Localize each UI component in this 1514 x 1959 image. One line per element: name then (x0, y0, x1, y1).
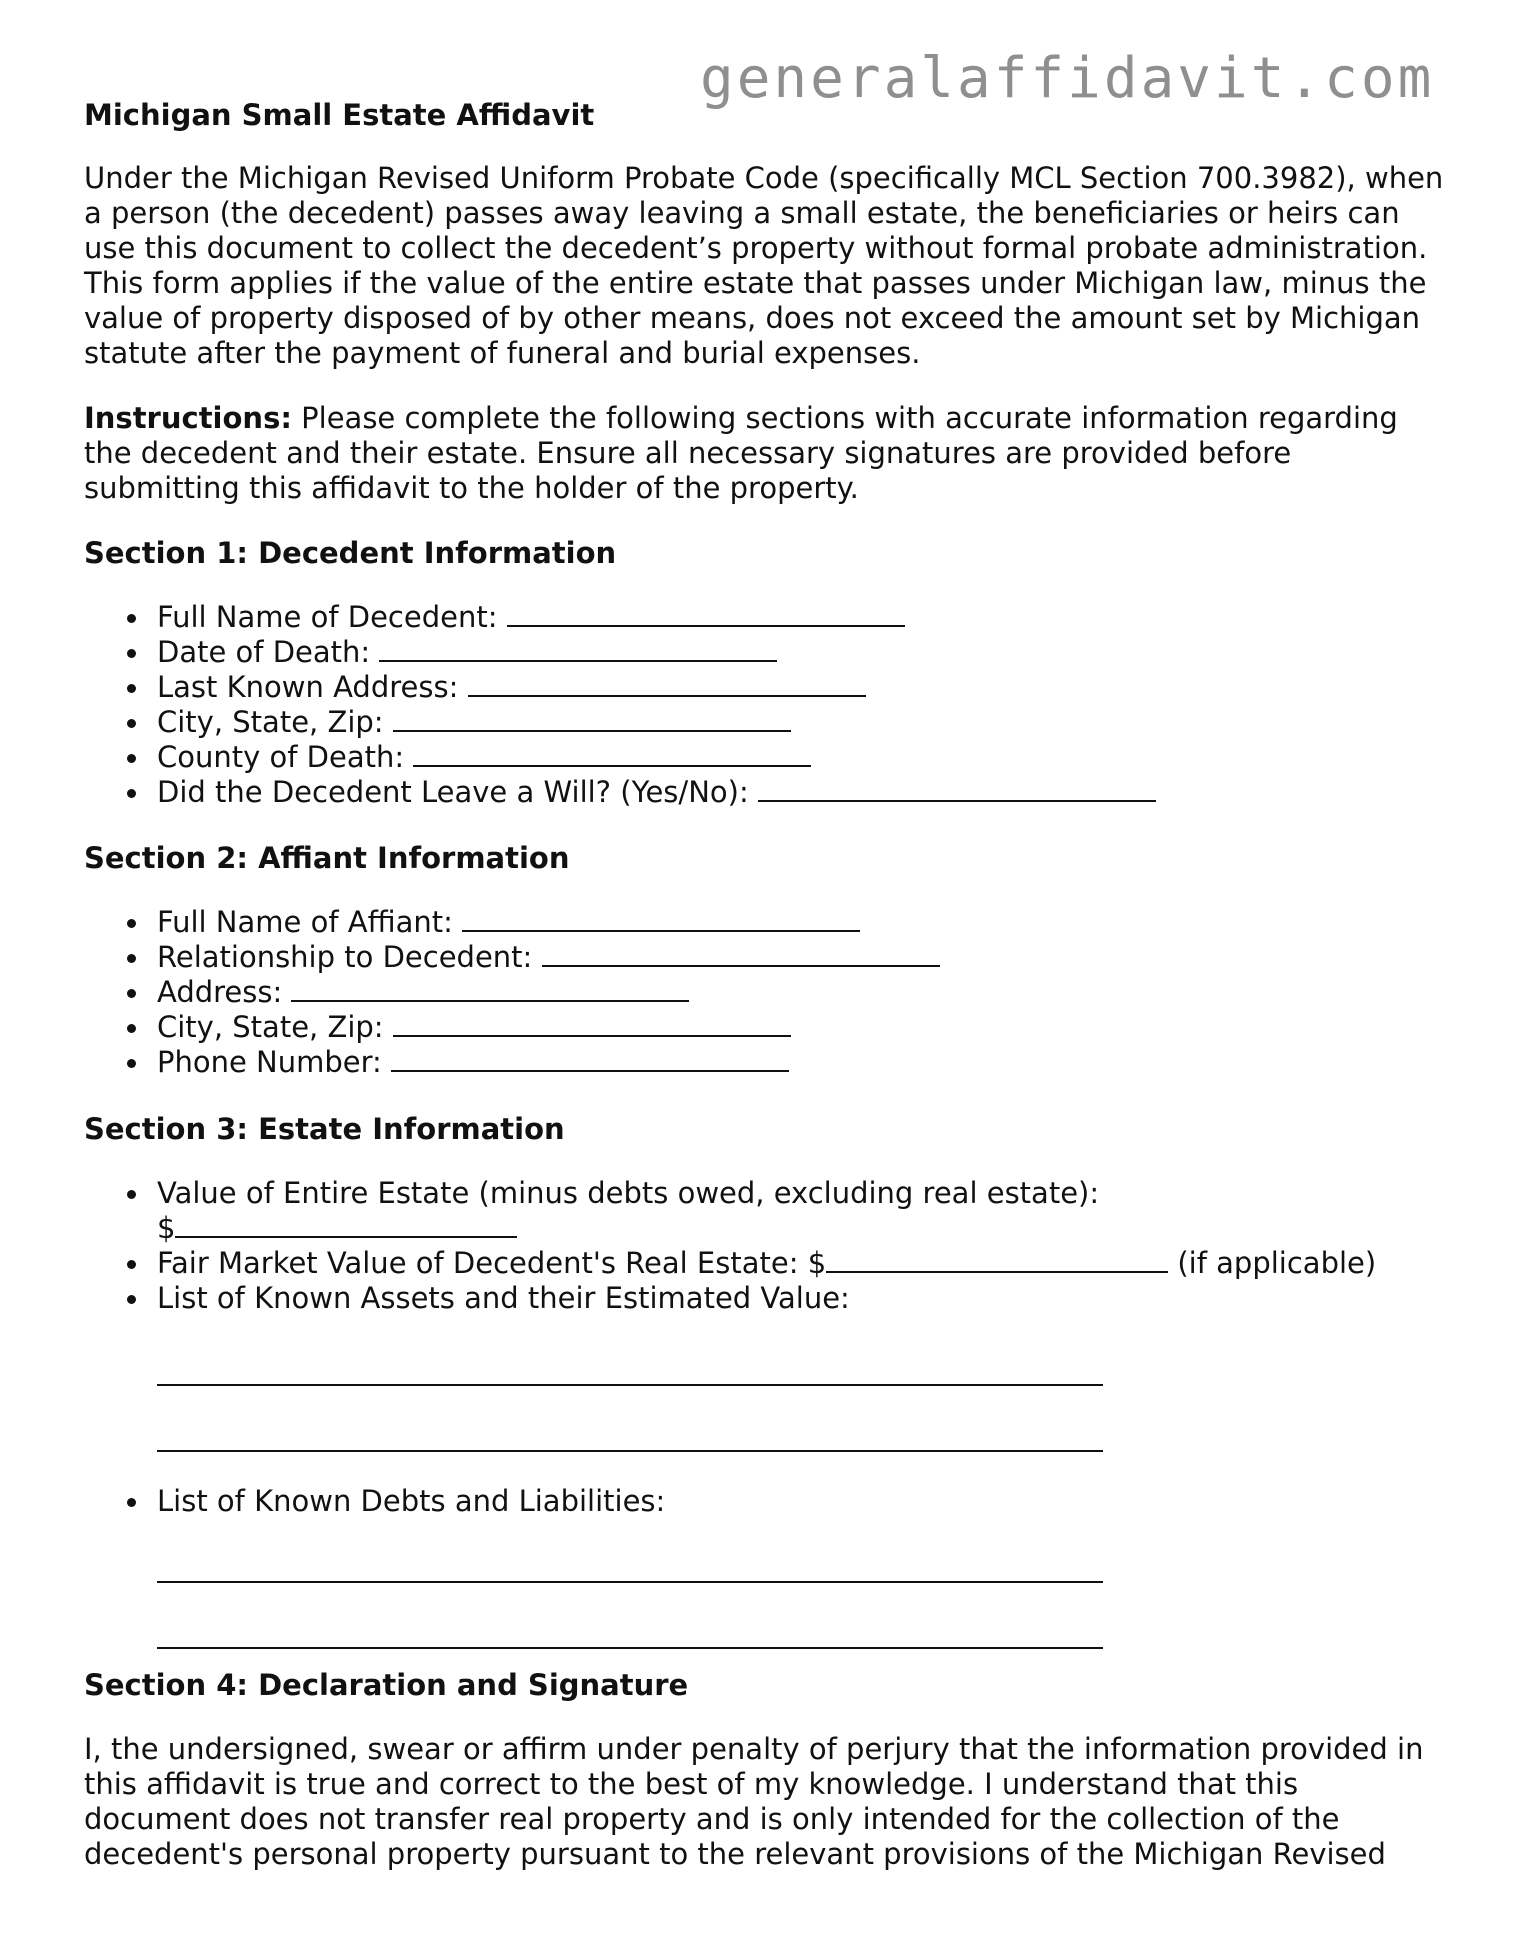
field-label: City, State, Zip: (157, 705, 384, 739)
field-label: Full Name of Decedent: (157, 600, 498, 634)
debts-line-1[interactable] (157, 1580, 1103, 1583)
decedent-name-field[interactable] (507, 601, 905, 627)
section-3-debts-list (84, 1484, 1444, 1519)
intro-paragraph: Under the Michigan Revised Uniform Probate Code (specifically MCL Section 700.3982), when a person (the decedent) passes away leaving a small estate, the beneficiaries or heirs can use this document to collect the decedent’s property without formal probate administration. This form applies if the value of the entire estate that passes under Michigan law, minus the value of property disposed of by other means, does not exceed the amount set by Michigan statute after the payment of funeral and burial expenses. (84, 161, 1444, 370)
list-item (84, 775, 1444, 810)
field-label: List of Known Assets and their Estimated Value: (157, 1281, 850, 1315)
field-label: Last Known Address: (157, 670, 459, 704)
field-label: Address: (157, 975, 283, 1009)
list-item (84, 1484, 1444, 1519)
list-item (84, 1010, 1444, 1045)
list-item (84, 600, 1444, 635)
section-2-list (84, 905, 1444, 1080)
field-suffix: (if applicable) (1177, 1246, 1377, 1280)
field-label: Relationship to Decedent: (157, 940, 533, 974)
list-item (84, 670, 1444, 705)
affiant-name-field[interactable] (462, 906, 860, 932)
list-item (84, 740, 1444, 775)
list-item (84, 975, 1444, 1010)
watermark: generalaffidavit.com (700, 46, 1435, 111)
field-label: County of Death: (157, 740, 405, 774)
list-item (84, 1281, 1444, 1316)
last-known-address-field[interactable] (468, 671, 866, 697)
affiant-city-state-zip-field[interactable] (393, 1011, 791, 1037)
assets-line-2[interactable] (157, 1449, 1103, 1452)
dollar-sign: $ (157, 1211, 176, 1245)
assets-line-1[interactable] (157, 1383, 1103, 1386)
field-label: Did the Decedent Leave a Will? (Yes/No): (157, 775, 749, 809)
decedent-city-state-zip-field[interactable] (393, 706, 791, 732)
field-label: Fair Market Value of Decedent's Real Estate: $ (157, 1246, 827, 1280)
estate-value-field[interactable] (175, 1212, 517, 1238)
field-label: Date of Death: (157, 635, 371, 669)
field-label: Full Name of Affiant: (157, 905, 453, 939)
relationship-field[interactable] (542, 941, 940, 967)
will-yes-no-field[interactable] (758, 776, 1156, 802)
field-label: City, State, Zip: (157, 1010, 384, 1044)
date-of-death-field[interactable] (379, 636, 777, 662)
section-3-list (84, 1176, 1444, 1316)
phone-number-field[interactable] (391, 1046, 789, 1072)
debts-line-2[interactable] (157, 1646, 1103, 1649)
real-estate-value-field[interactable] (826, 1247, 1168, 1273)
field-label: Phone Number: (157, 1045, 382, 1079)
instructions-text: Please complete the following sections with accurate information regarding the decedent and their estate. Ensure all necessary signatures are provided before submitting this affidavit to the holder of the property. (84, 401, 1398, 505)
list-item (84, 1246, 1444, 1281)
section-1-heading: Section 1: Decedent Information (84, 536, 617, 570)
section-4-heading: Section 4: Declaration and Signature (84, 1668, 689, 1702)
list-item (84, 940, 1444, 975)
section-1-list (84, 600, 1444, 810)
county-of-death-field[interactable] (413, 741, 811, 767)
field-label: List of Known Debts and Liabilities: (157, 1484, 666, 1518)
document-title: Michigan Small Estate Affidavit (84, 98, 595, 132)
field-label: Value of Entire Estate (minus debts owed, excluding real estate): (157, 1176, 1100, 1210)
instructions-label: Instructions: (84, 401, 292, 435)
list-item (84, 705, 1444, 740)
instructions-paragraph (84, 401, 1444, 506)
affiant-address-field[interactable] (291, 976, 689, 1002)
section-2-heading: Section 2: Affiant Information (84, 841, 570, 875)
section-3-heading: Section 3: Estate Information (84, 1112, 565, 1146)
list-item (84, 905, 1444, 940)
list-item (84, 1045, 1444, 1080)
declaration-paragraph: I, the undersigned, swear or affirm under penalty of perjury that the information provided in this affidavit is true and correct to the best of my knowledge. I understand that this document does not transfer real property and is only intended for the collection of the decedent's personal property pursuant to the relevant provisions of the Michigan Revised (84, 1732, 1424, 1871)
list-item (84, 1176, 1444, 1246)
list-item (84, 635, 1444, 670)
